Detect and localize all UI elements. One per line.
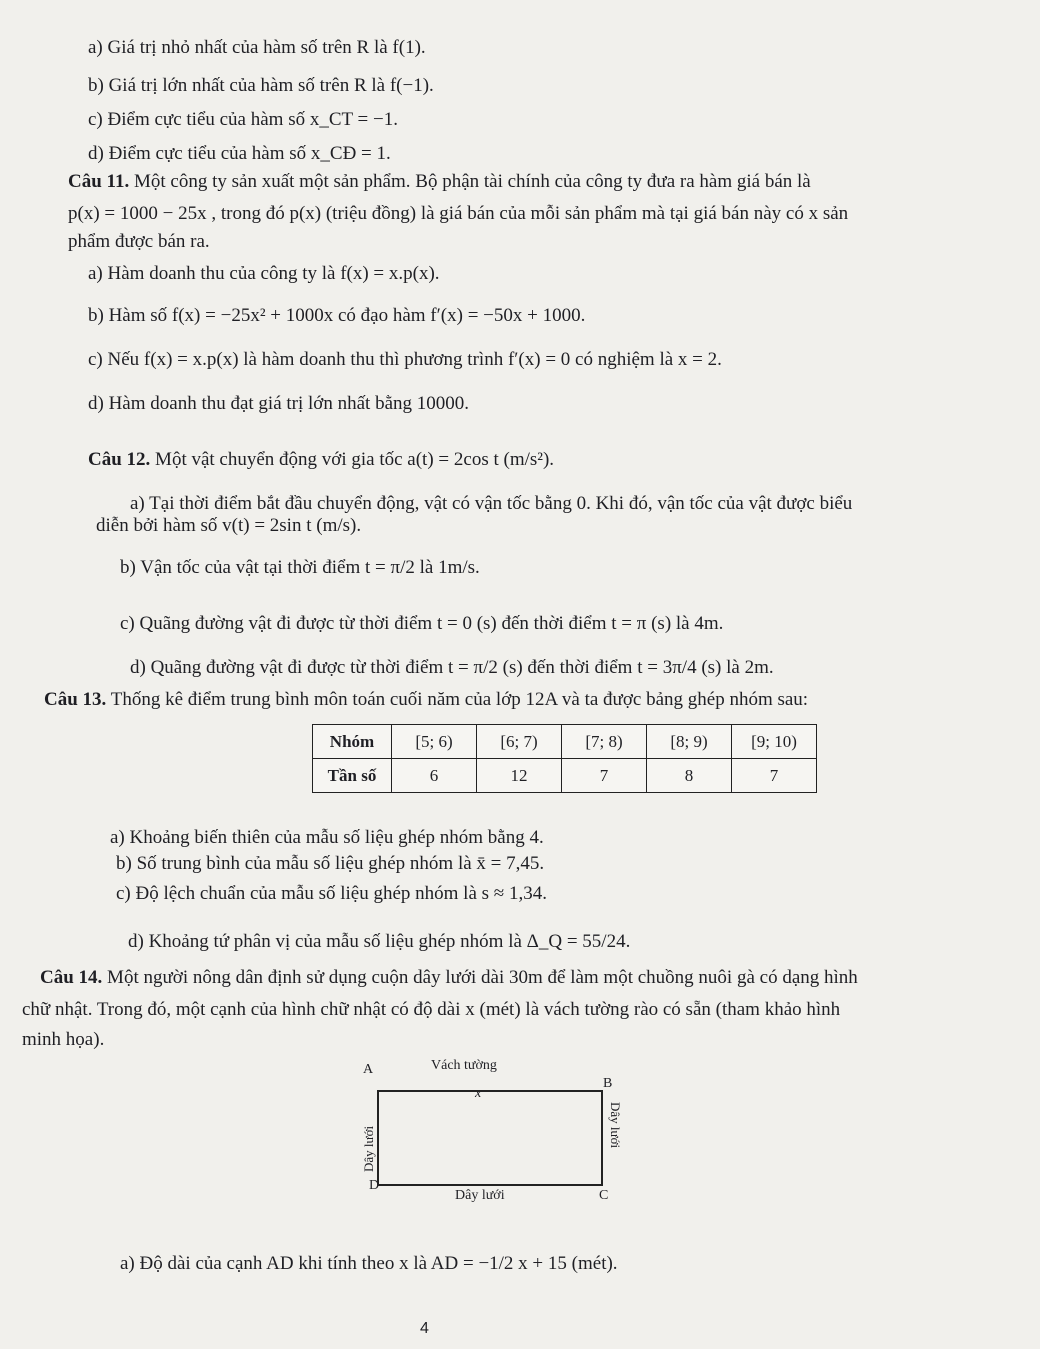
q14-text-1: Một người nông dân định sử dụng cuộn dây lưới dài 30m để làm một chuồng nuôi gà có dạng hình	[107, 967, 858, 988]
table-cell-group: [8; 9)	[647, 725, 732, 759]
table-cell-group: [5; 6)	[392, 725, 477, 759]
q11-text-3: phẩm được bán ra.	[68, 231, 210, 252]
table-cell-freq: 12	[477, 759, 562, 793]
q11-option-b: b) Hàm số f(x) = −25x² + 1000x có đạo hàm f′(x) = −50x + 1000.	[88, 305, 586, 326]
q12-text: Một vật chuyển động với gia tốc a(t) = 2cos t (m/s²).	[155, 449, 555, 470]
vertex-b-label: B	[603, 1076, 613, 1091]
fence-diagram	[355, 1058, 635, 1212]
q11-text-1: Một công ty sản xuất một sản phẩm. Bộ phận tài chính của công ty đưa ra hàm giá bán là	[134, 171, 811, 192]
q12-title: Câu 12.	[88, 449, 151, 470]
q13-text: Thống kê điểm trung bình môn toán cuối năm của lớp 12A và ta được bảng ghép nhóm sau:	[110, 689, 809, 710]
table-cell-freq: 8	[647, 759, 732, 793]
q14-text-2: chữ nhật. Trong đó, một cạnh của hình chữ nhật có độ dài x (mét) là vách tường rào có sẵn (tham khảo hình	[22, 999, 841, 1020]
q13-option-a: a) Khoảng biến thiên của mẫu số liệu ghép nhóm bằng 4.	[110, 827, 544, 848]
q10-option-a: a) Giá trị nhỏ nhất của hàm số trên R là f(1).	[88, 37, 426, 58]
q13-option-c: c) Độ lệch chuẩn của mẫu số liệu ghép nhóm là s ≈ 1,34.	[116, 883, 547, 904]
q11-text-2: p(x) = 1000 − 25x , trong đó p(x) (triệu đồng) là giá bán của mỗi sản phẩm mà tại giá bán này có x sản	[68, 203, 849, 224]
q13-option-d: d) Khoảng tứ phân vị của mẫu số liệu ghép nhóm là Δ_Q = 55/24.	[128, 931, 631, 952]
q10-option-b: b) Giá trị lớn nhất của hàm số trên R là f(−1).	[88, 75, 434, 96]
q14-text-3: minh họa).	[22, 1029, 105, 1050]
table-row-groups	[313, 725, 817, 759]
table-cell-group: [6; 7)	[477, 725, 562, 759]
table-cell-freq: 7	[732, 759, 817, 793]
table-cell-group: [7; 8)	[562, 725, 647, 759]
left-net-label: Dây lưới	[361, 1125, 376, 1172]
page-number: 4	[420, 1320, 429, 1337]
q13-line-1	[44, 688, 808, 712]
q10-option-d: d) Điểm cực tiểu của hàm số x_CĐ = 1.	[88, 143, 391, 164]
q13-option-b: b) Số trung bình của mẫu số liệu ghép nhóm là x̄ = 7,45.	[116, 853, 545, 874]
q12-line-1	[88, 448, 554, 472]
table-row-freqs	[313, 759, 817, 793]
x-label: x	[475, 1086, 482, 1101]
table-header-freq: Tần số	[313, 759, 392, 793]
q11-option-a: a) Hàm doanh thu của công ty là f(x) = x.p(x).	[88, 263, 440, 284]
table-cell-freq: 6	[392, 759, 477, 793]
frequency-table	[312, 724, 817, 793]
q12-option-d: d) Quãng đường vật đi được từ thời điểm t = π/2 (s) đến thời điểm t = 3π/4 (s) là 2m.	[130, 657, 774, 678]
rectangle-shape	[377, 1090, 603, 1186]
right-net-label: Dây lưới	[608, 1102, 623, 1149]
q11-option-c: c) Nếu f(x) = x.p(x) là hàm doanh thu thì phương trình f′(x) = 0 có nghiệm là x = 2.	[88, 349, 722, 370]
table-cell-group: [9; 10)	[732, 725, 817, 759]
q11-title: Câu 11.	[68, 171, 130, 192]
q11-option-d: d) Hàm doanh thu đạt giá trị lớn nhất bằng 10000.	[88, 393, 470, 414]
vertex-a-label: A	[363, 1062, 374, 1077]
q12-option-c: c) Quãng đường vật đi được từ thời điểm t = 0 (s) đến thời điểm t = π (s) là 4m.	[120, 613, 724, 634]
q10-option-c: c) Điểm cực tiểu của hàm số x_CT = −1.	[88, 109, 398, 130]
vertex-d-label: D	[369, 1178, 380, 1193]
q12-option-b: b) Vận tốc của vật tại thời điểm t = π/2 là 1m/s.	[120, 557, 480, 578]
bottom-net-label: Dây lưới	[455, 1188, 505, 1203]
q14-title: Câu 14.	[40, 967, 103, 988]
q11-line-1	[68, 170, 811, 194]
q14-line-1	[40, 966, 858, 990]
q12-option-a-line-2: diễn bởi hàm số v(t) = 2sin t (m/s).	[96, 515, 362, 536]
table-header-group: Nhóm	[313, 725, 392, 759]
q13-title: Câu 13.	[44, 689, 107, 710]
table-cell-freq: 7	[562, 759, 647, 793]
q14-option-a: a) Độ dài của cạnh AD khi tính theo x là AD = −1/2 x + 15 (mét).	[120, 1253, 618, 1274]
wall-label: Vách tường	[431, 1058, 497, 1073]
q12-option-a-line-1: a) Tại thời điểm bắt đầu chuyển động, vật có vận tốc bằng 0. Khi đó, vận tốc của vật được biểu	[130, 493, 853, 514]
vertex-c-label: C	[599, 1188, 609, 1203]
